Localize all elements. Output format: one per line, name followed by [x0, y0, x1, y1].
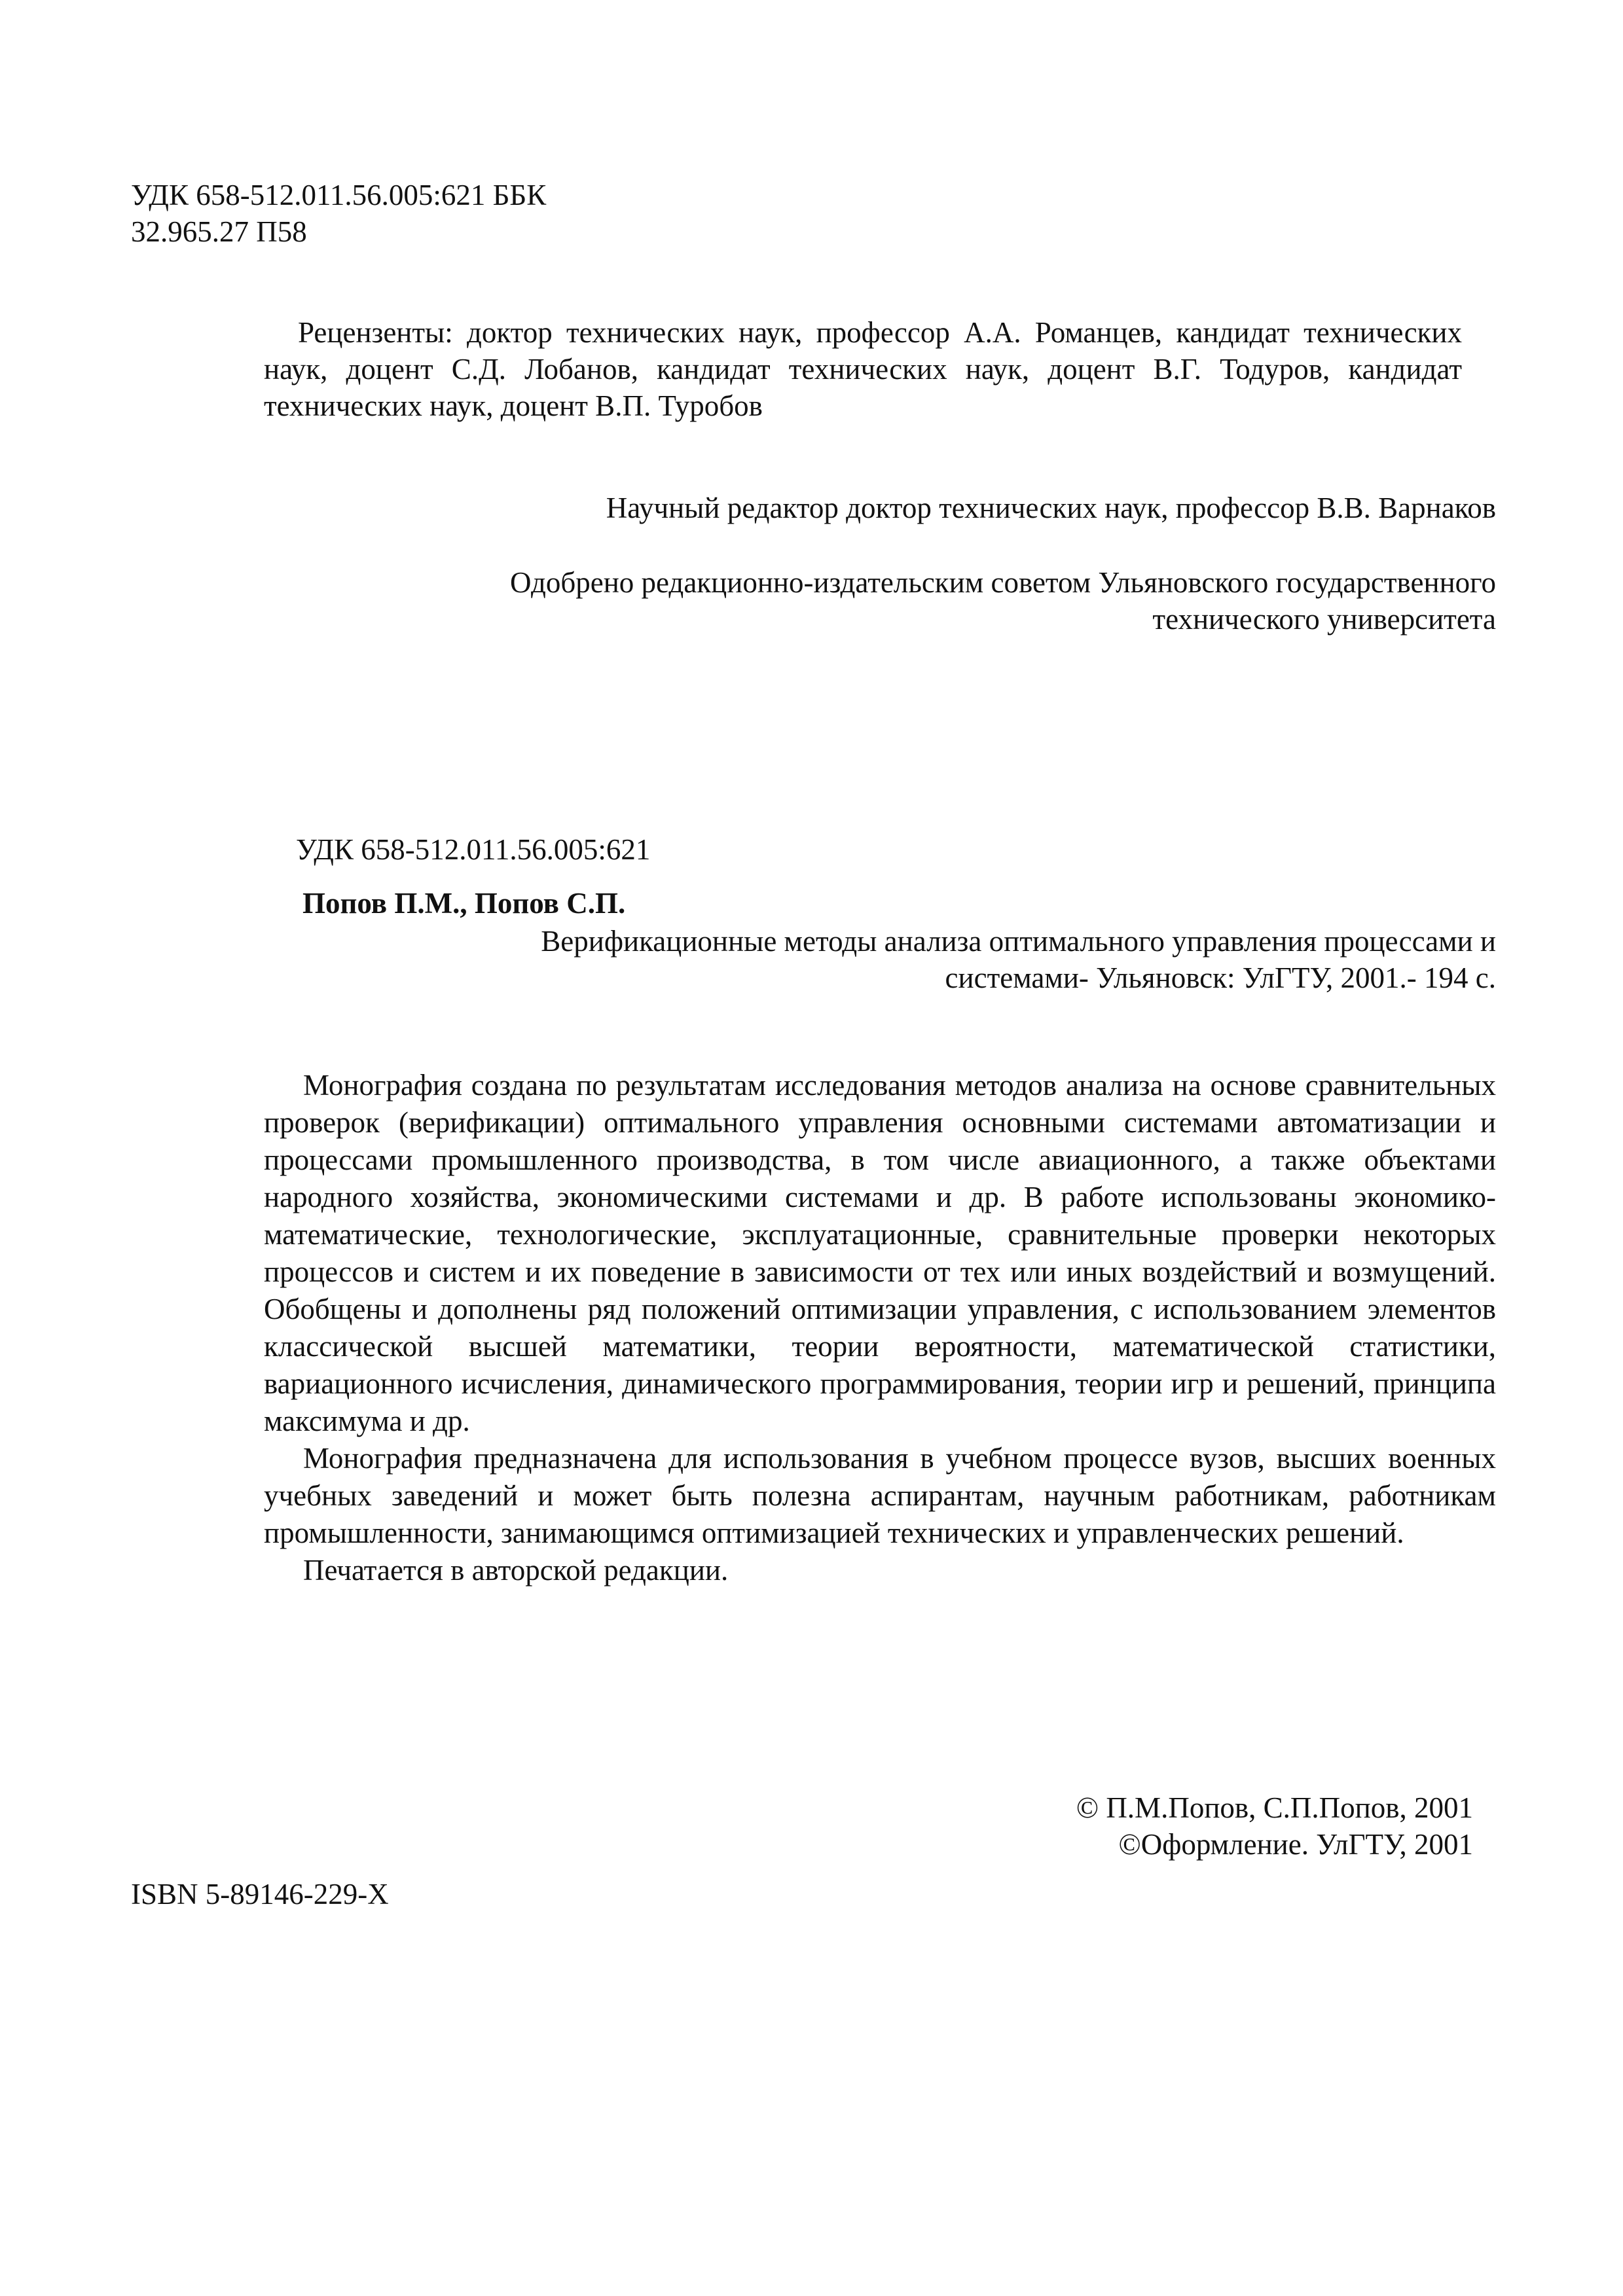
isbn-number: ISBN 5-89146-229-X [131, 1878, 389, 1910]
abstract-paragraph-2: Монография предназначена для использования в учебном процессе вузов, высших военных учебных заведений и может быть полезна аспирантам, научным работникам, работникам промышленности, занимающимся оптимизацией технических и управленческих решений. [264, 1442, 1496, 1549]
title-line-1: Верификационные методы анализа оптимального управления процессами и [541, 925, 1496, 958]
abstract-paragraph-1: Монография создана по результатам исследования методов анализа на основе сравнительных проверок (верификации) оптимального управления основными системами автоматизации и процессами промышленного производства, в том числе авиационного, а также объектами народного хозяйства, экономическими системами и др. В работе использованы экономико-математические, технологические, эксплуатационные, сравнительные проверки некоторых процессов и систем и их поведение в зависимости от тех или иных воздействий и возмущений. Обобщены и дополнены ряд положений оптимизации управления, с использованием элементов классической высшей математики, теории вероятности, математической статистики, вариационного исчисления, динамического программирования, теории игр и решений, принципа максимума и др. [264, 1069, 1496, 1437]
catalog-udk: УДК 658-512.011.56.005:621 [296, 833, 651, 866]
title-line-2: системами- Ульяновск: УлГТУ, 2001.- 194 с. [945, 961, 1496, 994]
copyright-line-2: ©Оформление. УлГТУ, 2001 [1118, 1828, 1473, 1861]
copyright-line-1: © П.М.Попов, С.П.Попов, 2001 [1076, 1791, 1473, 1824]
book-title-reference [264, 923, 1496, 996]
udk-bbk-line-1: УДК 658-512.011.56.005:621 ББК [131, 179, 547, 211]
udk-bbk-line-2: 32.965.27 П58 [131, 215, 307, 248]
approval-line-1: Одобрено редакционно-издательским советом Ульяновского государственного [510, 566, 1496, 599]
reviewers-paragraph: Рецензенты: доктор технических наук, профессор А.А. Романцев, кандидат технических наук, доцент С.Д. Лобанов, кандидат технических наук, доцент В.Г. Тодуров, кандидат технических наук, доцент В.П. Туробов [264, 316, 1462, 422]
approval-note [264, 564, 1496, 637]
abstract-paragraph-3: Печатается в авторской редакции. [303, 1554, 729, 1587]
copyright-notice [786, 1789, 1473, 1863]
scientific-editor-line: Научный редактор доктор технических наук, профессор В.В. Варнаков [606, 492, 1496, 524]
abstract [264, 1067, 1496, 1589]
approval-line-2: технического университета [1152, 603, 1496, 636]
udk-bbk-header [131, 177, 720, 250]
authors-heading: Попов П.М., Попов С.П. [302, 887, 626, 920]
